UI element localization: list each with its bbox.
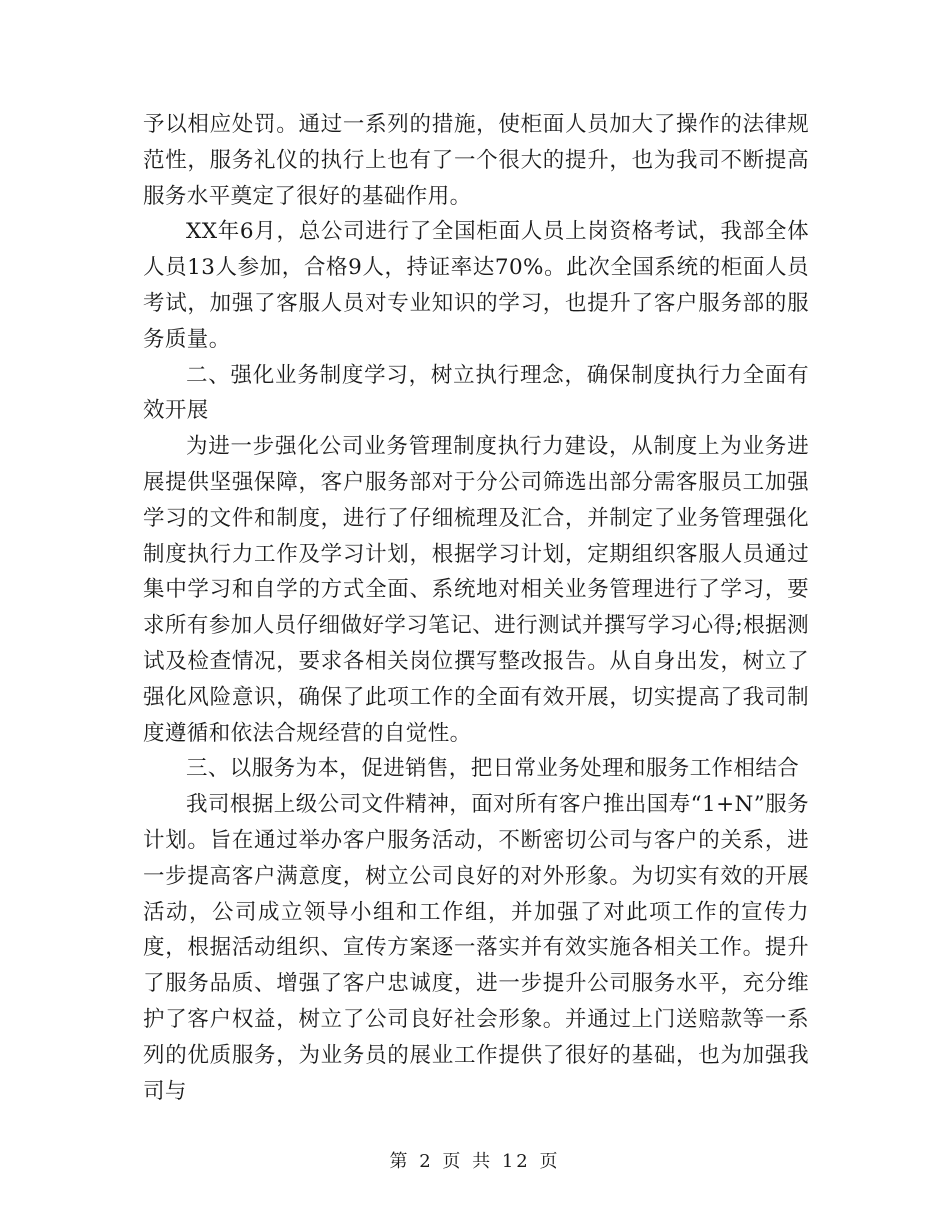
page-footer: 第 2 页 共 12 页 xyxy=(389,1151,561,1172)
paragraph-service-plan: 我司根据上级公司文件精神，面对所有客户推出国寿“1+N”服务计划。旨在通过举办客户服务活动，不断密切公司与客户的关系，进一步提高客户满意度，树立公司良好的对外形象。为切实有效的开展活动，公司成立领导小组和工作组，并加强了对此项工作的宣传力度，根据活动组织、宣传方案逐一落实并有效实施各相关工作。提升了服务品质、增强了客户忠诚度，进一步提升公司服务水平，充分维护了客户权益，树立了公司良好社会形象。并通过上门送赔款等一系列的优质服务，为业务员的展业工作提供了很好的基础，也为加强我司与 xyxy=(143,792,809,1104)
paragraph-exam-results: XX年6月，总公司进行了全国柜面人员上岗资格考试，我部全体人员13人参加，合格9人，持证率达70%。此次全国系统的柜面人员考试，加强了客服人员对专业知识的学习，也提升了客户服务部的服务质量。 xyxy=(143,219,809,352)
document-body xyxy=(143,107,809,1109)
paragraph-continuation: 予以相应处罚。通过一系列的措施，使柜面人员加大了操作的法律规范性，服务礼仪的执行上也有了一个很大的提升，也为我司不断提高服务水平奠定了很好的基础作用。 xyxy=(143,112,809,209)
section-heading-3: 三、以服务为本，促进销售，把日常业务处理和服务工作相结合 xyxy=(186,756,800,782)
paragraph-system-study: 为进一步强化公司业务管理制度执行力建设，从制度上为业务进展提供坚强保障，客户服务部对于分公司筛选出部分需客服员工加强学习的文件和制度，进行了仔细梳理及汇合，并制定了业务管理强化制度执行力工作及学习计划，根据学习计划，定期组织客服人员通过集中学习和自学的方式全面、系统地对相关业务管理进行了学习，要求所有参加人员仔细做好学习笔记、进行测试并撰写学习心得;根据测试及检查情况，要求各相关岗位撰写整改报告。从自身出发，树立了强化风险意识，确保了此项工作的全面有效开展，切实提高了我司制度遵循和依法合规经营的自觉性。 xyxy=(143,434,809,746)
section-heading-2: 二、强化业务制度学习，树立执行理念，确保制度执行力全面有效开展 xyxy=(143,362,809,424)
